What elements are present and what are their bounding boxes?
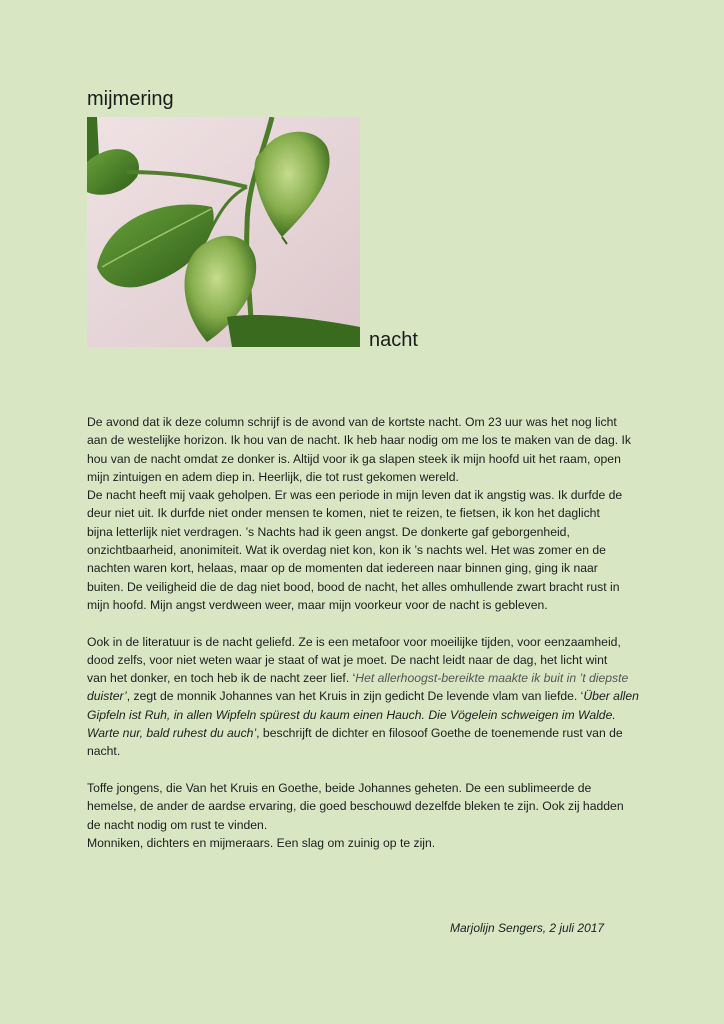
text-line: bijna letterlijk niet verdragen. ’s Nachts had ik geen angst. De donkerte gaf geborgenheid, [87, 524, 570, 539]
text-line: Ook in de literatuur is de nacht geliefd. Ze is een metafoor voor moeilijke tijden, voor eenzaamheid, [87, 634, 621, 649]
quote-john-of-the-cross-end: duister’ [87, 689, 127, 704]
text-line: hou van de nacht omdat ze donker is. Altijd voor ik ga slapen steek ik mijn hoofd uit het raam, open [87, 451, 621, 466]
text-line: nacht. [87, 744, 121, 759]
column-subtitle: nacht [369, 329, 418, 351]
text-run: , zegt de monnik Johannes van het Kruis in zijn gedicht De levende vlam van liefde. ‘ [126, 689, 584, 704]
text-line: De avond dat ik deze column schrijf is de avond van de kortste nacht. Om 23 uur was het nog licht [87, 415, 617, 429]
column-header: mijmering [87, 88, 174, 110]
text-line: aan de westelijke horizon. Ik hou van de nacht. Ik heb haar nodig om me los te maken van de dag. Ik [87, 433, 632, 448]
text-line: Toffe jongens, die Van het Kruis en Goethe, beide Johannes geheten. De een sublimeerde de [87, 780, 592, 795]
text-line [87, 687, 647, 705]
quote-john-of-the-cross: Het allerhoogst-bereikte maakte ik buit in ’t diepste [355, 671, 629, 686]
text-line [87, 669, 647, 687]
text-line: nachten waren kort, helaas, maar op de momenten dat iedereen naar binnen ging, ging ik naar [87, 561, 598, 576]
text-line: hemelse, de ander de aardse ervaring, die goed beschouwd dezelfde bleken te zijn. Ook zij hadden [87, 799, 624, 814]
paragraph-gap [87, 614, 647, 632]
quote-goethe: Gipfeln ist Ruh, in allen Wipfeln spürest du kaum einen Hauch. Die Vögelein schweigen im Walde. [87, 707, 616, 722]
column-text [87, 413, 647, 852]
text-line: Monniken, dichters en mijmeraars. Een slag om zuinig op te zijn. [87, 835, 436, 850]
text-line: De nacht heeft mij vaak geholpen. Er was een periode in mijn leven dat ik angstig was. Ik durfde de [87, 488, 623, 503]
text-line [87, 724, 647, 742]
text-line: deur niet uit. Ik durfde niet onder mensen te komen, niet te reizen, te fietsen, ik kon het daglicht [87, 506, 600, 521]
text-line: mijn zintuigen en adem diep in. Heerlijk, die tot rust gekomen wereld. [87, 469, 459, 484]
paragraph-gap [87, 761, 647, 779]
text-run: van het donker, en toch heb ik de nacht zeer lief. ‘ [87, 671, 356, 686]
text-line [87, 706, 647, 724]
text-run: , beschrijft de dichter en filosoof Goethe de toenemende rust van de [256, 726, 623, 741]
physalis-photo [87, 117, 360, 347]
text-line: dood zelfs, voor niet weten waar je staat of wat je moet. De nacht leidt naar de dag, het licht wint [87, 652, 608, 667]
text-line: mijn hoofd. Mijn angst verdween weer, maar mijn voorkeur voor de nacht is gebleven. [87, 597, 548, 612]
text-line: buiten. De veiligheid die de dag niet bood, bood de nacht, het alles omhullende zwart bracht rust in [87, 579, 620, 594]
text-line: onzichtbaarheid, anonimiteit. Wat ik overdag niet kon, kon ik ’s nachts wel. Het was zomer en de [87, 543, 606, 558]
author-signature: Marjolijn Sengers, 2 juli 2017 [450, 921, 605, 935]
quote-goethe-end: Warte nur, bald ruhest du auch’ [87, 726, 257, 741]
text-line: de nacht nodig om rust te vinden. [87, 817, 268, 832]
quote-goethe-start: Über allen [583, 689, 639, 704]
